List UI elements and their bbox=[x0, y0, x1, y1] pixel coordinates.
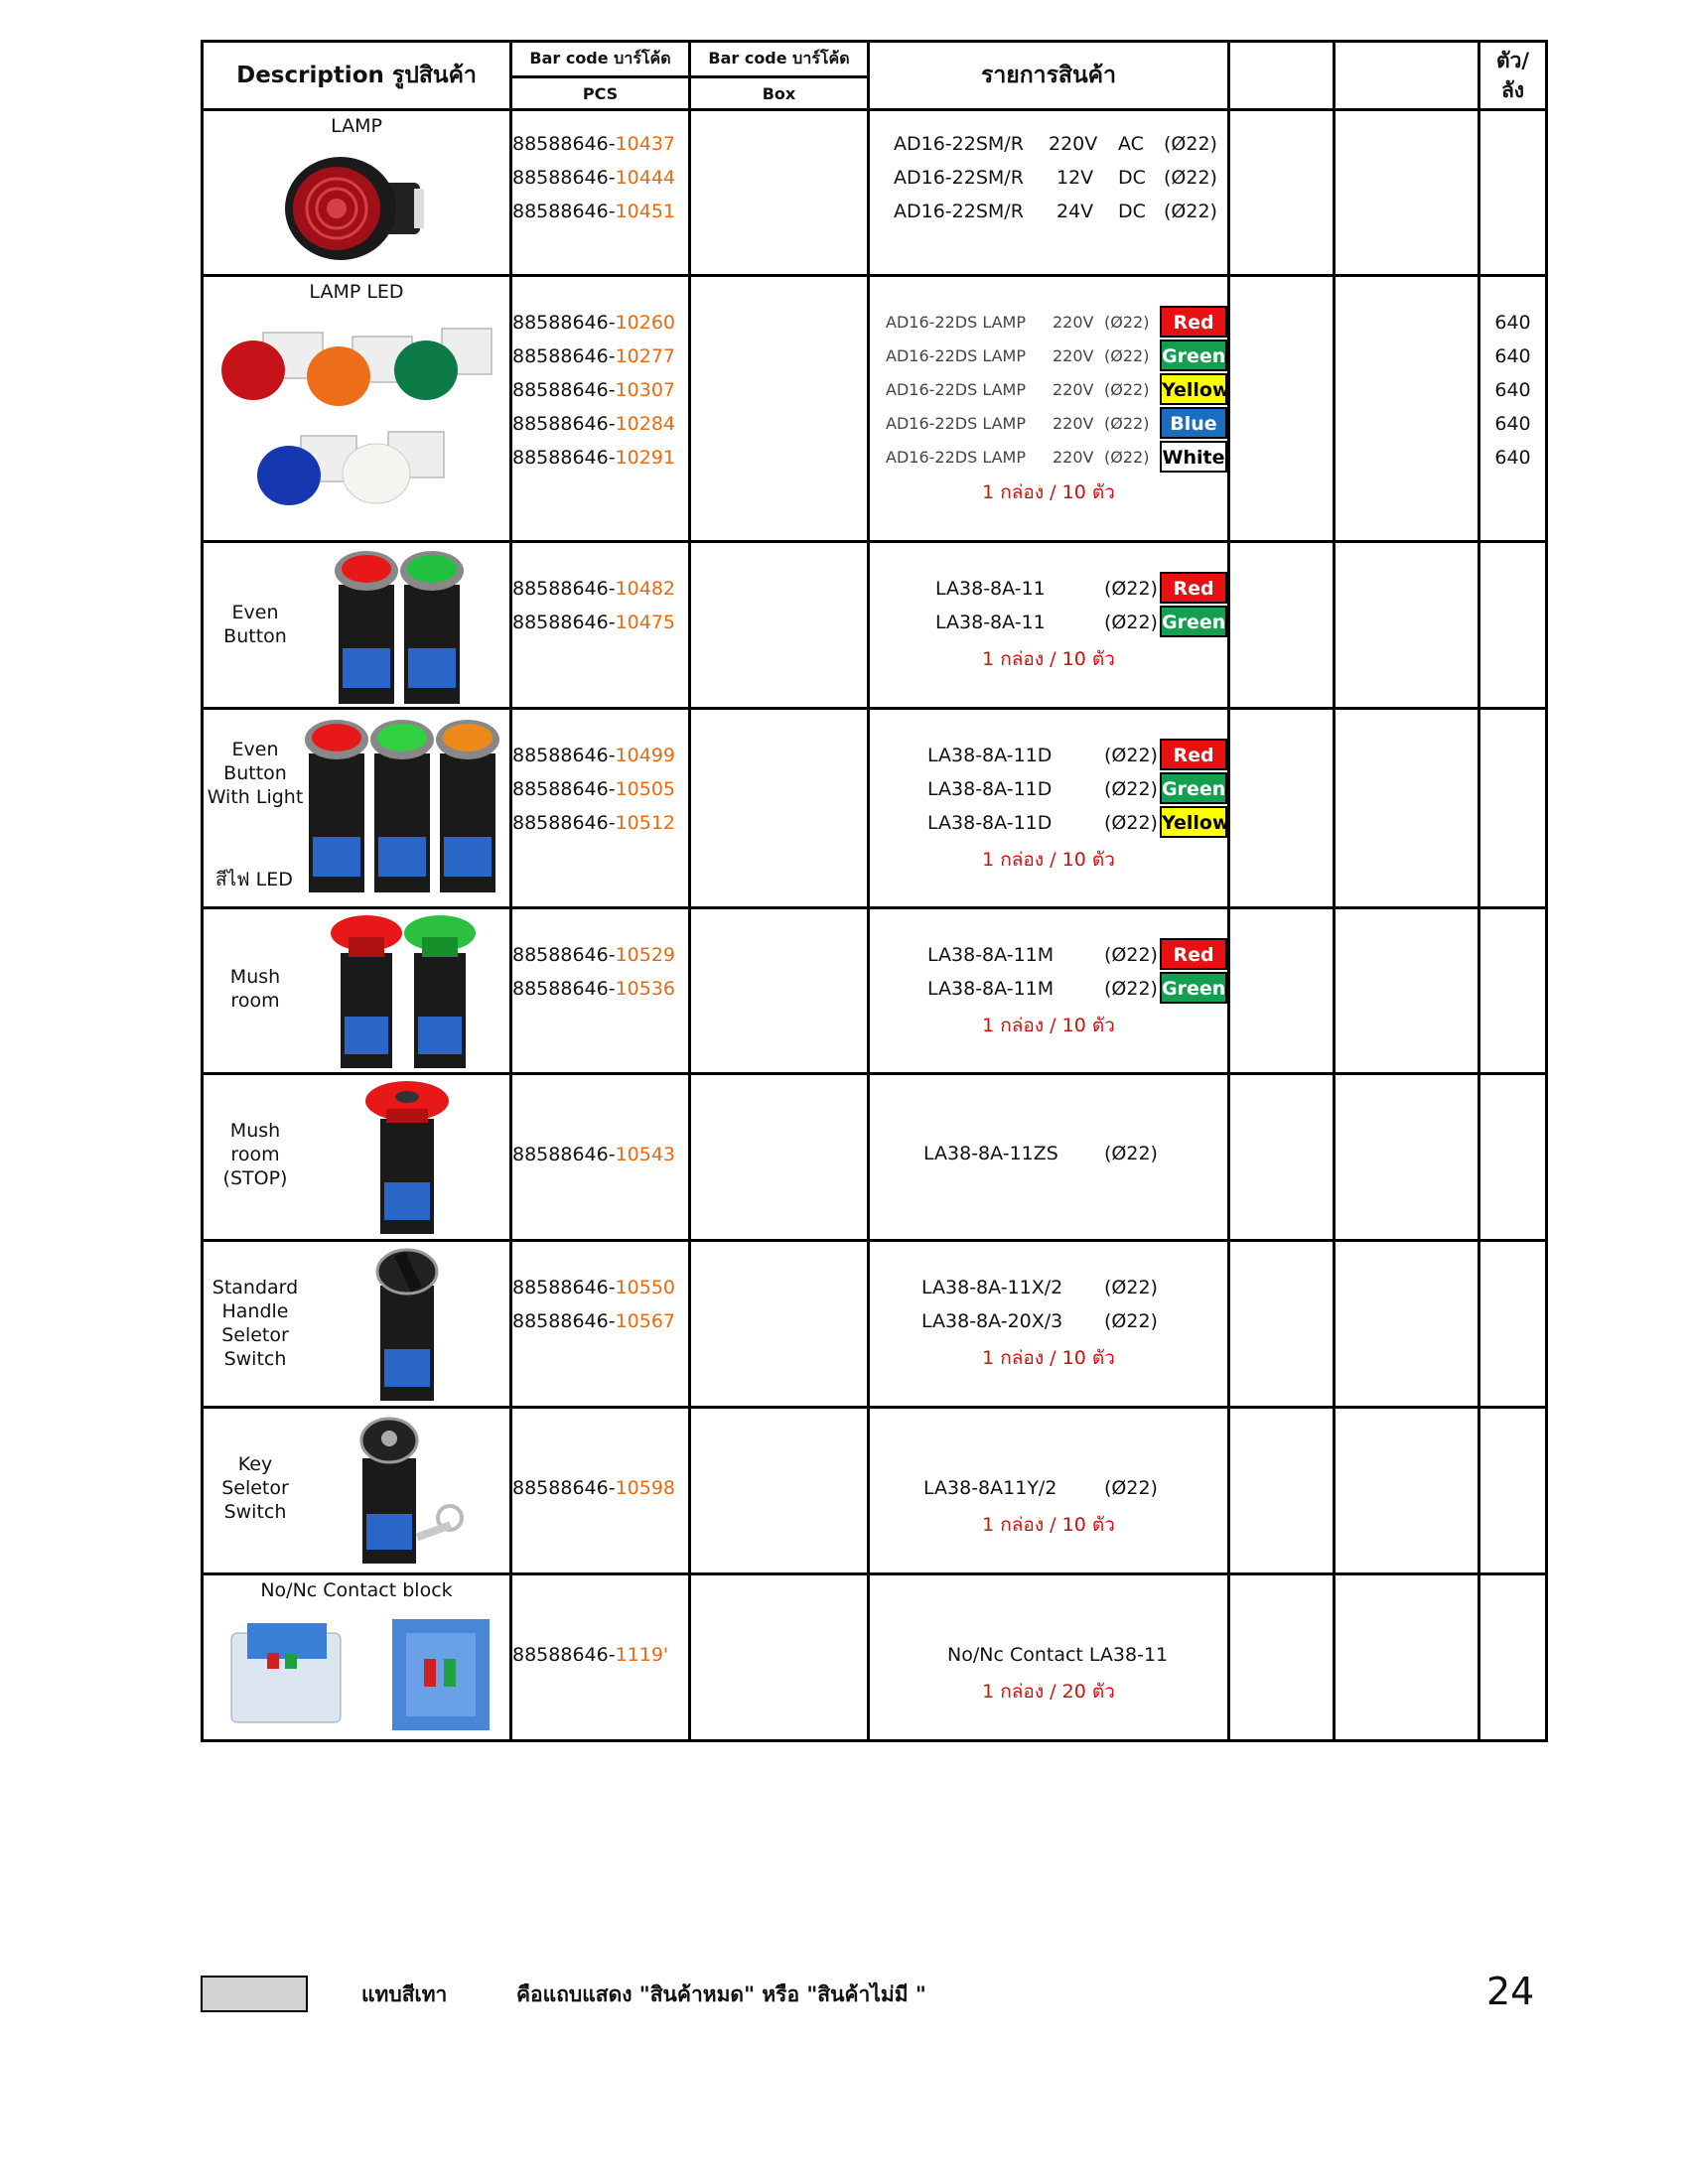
product-row bbox=[203, 908, 1547, 1074]
barcode-line: 88588646-10444 bbox=[512, 167, 676, 189]
pack-note: 1 กล่อง / 10 ตัว bbox=[982, 1514, 1115, 1536]
barcode-line: 88588646-10529 bbox=[512, 944, 676, 966]
box-barcode-cell bbox=[690, 1074, 869, 1241]
unit-value: 640 bbox=[1494, 447, 1531, 469]
barcode-line: 88588646-10482 bbox=[512, 578, 676, 600]
catalog-table bbox=[201, 40, 1548, 1742]
header-blank-1 bbox=[1229, 42, 1335, 110]
product-image-cell bbox=[203, 908, 511, 1074]
contact-block-image bbox=[227, 1613, 495, 1736]
unit-cell bbox=[1479, 709, 1547, 908]
pack-note: 1 กล่อง / 10 ตัว bbox=[982, 481, 1115, 503]
unit-value: 640 bbox=[1494, 379, 1531, 401]
product-image-cell bbox=[203, 1574, 511, 1741]
gray-legend-swatch bbox=[201, 1976, 308, 2012]
product-row bbox=[203, 1241, 1547, 1408]
product-caption: LAMP LED bbox=[309, 281, 404, 303]
key-switch-image bbox=[333, 1415, 482, 1573]
product-caption: Standard Handle Seletor Switch bbox=[211, 1277, 299, 1370]
product-image-cell bbox=[203, 542, 511, 709]
unit-value: 640 bbox=[1494, 345, 1531, 367]
product-caption: Even Button bbox=[223, 602, 287, 647]
color-swatch-red: Red bbox=[1160, 306, 1227, 338]
blank-cell bbox=[1335, 1074, 1479, 1241]
product-row bbox=[203, 1074, 1547, 1241]
header-box: Box bbox=[690, 77, 869, 110]
blank-cell bbox=[1229, 542, 1335, 709]
list-item: LA38-8A-11 (Ø22) Green bbox=[870, 606, 1227, 639]
list-item: LA38-8A-11M (Ø22) Green bbox=[870, 972, 1227, 1006]
pack-note: 1 กล่อง / 10 ตัว bbox=[982, 1347, 1115, 1369]
barcode-line: 88588646-10512 bbox=[512, 812, 676, 834]
list-item: AD16-22DS LAMP 220V (Ø22) White bbox=[870, 441, 1227, 475]
barcode-line: 88588646-10307 bbox=[512, 379, 676, 401]
list-item: AD16-22SM/R 24V DC (Ø22) bbox=[894, 201, 1217, 222]
pcs-barcodes bbox=[511, 110, 690, 276]
product-list-cell bbox=[869, 908, 1229, 1074]
product-caption: Mush room (STOP) bbox=[222, 1120, 288, 1189]
legend-label: แทบสีเทา bbox=[361, 1982, 448, 2006]
pcs-barcodes bbox=[511, 709, 690, 908]
list-item: LA38-8A-11D (Ø22) Yellow bbox=[870, 806, 1227, 840]
lighted-buttons-image bbox=[301, 718, 509, 896]
product-list-cell bbox=[869, 1074, 1229, 1241]
barcode-line: 88588646-10475 bbox=[512, 612, 676, 633]
pcs-barcodes bbox=[511, 542, 690, 709]
barcode-line: 88588646-10598 bbox=[512, 1477, 676, 1499]
blank-cell bbox=[1335, 1408, 1479, 1574]
box-barcode-cell bbox=[690, 542, 869, 709]
unit-cell bbox=[1479, 1408, 1547, 1574]
list-item: LA38-8A11Y/2 (Ø22) bbox=[923, 1477, 1158, 1499]
blank-cell bbox=[1229, 110, 1335, 276]
product-caption: Key Seletor Switch bbox=[221, 1453, 289, 1523]
list-item: LA38-8A-20X/3 (Ø22) bbox=[921, 1310, 1158, 1332]
barcode-line: 88588646-10260 bbox=[512, 312, 676, 334]
product-list-cell bbox=[869, 1241, 1229, 1408]
unit-cell bbox=[1479, 908, 1547, 1074]
header-blank-2 bbox=[1335, 42, 1479, 110]
blank-cell bbox=[1335, 908, 1479, 1074]
pcs-barcodes bbox=[511, 1074, 690, 1241]
list-item: AD16-22DS LAMP 220V (Ø22) Yellow bbox=[870, 373, 1227, 407]
blank-cell bbox=[1335, 110, 1479, 276]
product-row bbox=[203, 709, 1547, 908]
mushroom-buttons-image bbox=[321, 913, 499, 1072]
stop-button-image bbox=[352, 1079, 462, 1238]
box-barcode-cell bbox=[690, 276, 869, 542]
product-row bbox=[203, 1574, 1547, 1741]
header-barcode-box: Bar code บาร์โค้ด bbox=[690, 42, 869, 77]
box-barcode-cell bbox=[690, 709, 869, 908]
blank-cell bbox=[1229, 276, 1335, 542]
unit-cell bbox=[1479, 276, 1547, 542]
product-list-cell bbox=[869, 276, 1229, 542]
legend-meaning: คือแถบแสดง "สินค้าหมด" หรือ "สินค้าไม่มี " bbox=[516, 1982, 926, 2006]
unit-cell bbox=[1479, 110, 1547, 276]
header-units-per-case bbox=[1479, 42, 1547, 110]
pcs-barcodes bbox=[511, 276, 690, 542]
blank-cell bbox=[1229, 1574, 1335, 1741]
unit-cell bbox=[1479, 1074, 1547, 1241]
blank-cell bbox=[1335, 1241, 1479, 1408]
unit-cell bbox=[1479, 1574, 1547, 1741]
pack-note: 1 กล่อง / 10 ตัว bbox=[982, 1015, 1115, 1036]
list-item: LA38-8A-11ZS (Ø22) bbox=[923, 1143, 1158, 1164]
product-caption-led: สีไฟ LED bbox=[215, 869, 293, 890]
pcs-barcodes bbox=[511, 1574, 690, 1741]
product-list-cell bbox=[869, 709, 1229, 908]
box-barcode-cell bbox=[690, 1574, 869, 1741]
list-item: LA38-8A-11M (Ø22) Red bbox=[870, 938, 1227, 972]
barcode-line: 88588646-10536 bbox=[512, 978, 676, 1000]
box-barcode-cell bbox=[690, 110, 869, 276]
pack-note: 1 กล่อง / 10 ตัว bbox=[982, 648, 1115, 670]
product-image-cell bbox=[203, 110, 511, 276]
product-list-cell bbox=[869, 110, 1229, 276]
product-caption: Mush room bbox=[229, 966, 281, 1012]
blank-cell bbox=[1335, 1574, 1479, 1741]
list-item: AD16-22DS LAMP 220V (Ø22) Red bbox=[870, 306, 1227, 340]
product-row bbox=[203, 542, 1547, 709]
product-image-cell bbox=[203, 276, 511, 542]
barcode-line: 88588646-10291 bbox=[512, 447, 676, 469]
box-barcode-cell bbox=[690, 1408, 869, 1574]
list-item: AD16-22DS LAMP 220V (Ø22) Green bbox=[870, 340, 1227, 373]
barcode-line: 88588646-10543 bbox=[512, 1144, 676, 1165]
list-item: AD16-22DS LAMP 220V (Ø22) Blue bbox=[870, 407, 1227, 441]
barcode-line: 88588646-1119' bbox=[512, 1644, 669, 1666]
list-item: LA38-8A-11D (Ø22) Green bbox=[870, 772, 1227, 806]
pcs-barcodes bbox=[511, 1241, 690, 1408]
blank-cell bbox=[1335, 709, 1479, 908]
box-barcode-cell bbox=[690, 1241, 869, 1408]
color-swatch-blue: Blue bbox=[1160, 407, 1227, 439]
box-barcode-cell bbox=[690, 908, 869, 1074]
barcode-line: 88588646-10284 bbox=[512, 413, 676, 435]
header-pcs: PCS bbox=[511, 77, 690, 110]
blank-cell bbox=[1229, 908, 1335, 1074]
color-swatch-green: Green bbox=[1160, 606, 1227, 637]
blank-cell bbox=[1229, 1241, 1335, 1408]
list-item: LA38-8A-11 (Ø22) Red bbox=[870, 572, 1227, 606]
selector-switch-image bbox=[352, 1246, 462, 1405]
unit-cell bbox=[1479, 1241, 1547, 1408]
product-image-cell bbox=[203, 709, 511, 908]
product-list-cell bbox=[869, 1574, 1229, 1741]
header-description: Description รูปสินค้า bbox=[203, 42, 511, 110]
product-row bbox=[203, 1408, 1547, 1574]
header-product-list: รายการสินค้า bbox=[869, 42, 1229, 110]
color-swatch-red: Red bbox=[1160, 739, 1227, 770]
barcode-line: 88588646-10550 bbox=[512, 1277, 676, 1298]
product-image-cell bbox=[203, 1074, 511, 1241]
push-buttons-image bbox=[327, 549, 505, 708]
header-barcode-pcs: Bar code บาร์โค้ด bbox=[511, 42, 690, 77]
product-image-cell bbox=[203, 1241, 511, 1408]
header-unit-text: ตัว/ ลัง bbox=[1495, 49, 1530, 102]
product-image-cell bbox=[203, 1408, 511, 1574]
color-swatch-yellow: Yellow bbox=[1160, 373, 1227, 405]
color-swatch-red: Red bbox=[1160, 938, 1227, 970]
color-swatch-green: Green bbox=[1160, 340, 1227, 371]
pack-note: 1 กล่อง / 10 ตัว bbox=[982, 849, 1115, 871]
barcode-line: 88588646-10277 bbox=[512, 345, 676, 367]
blank-cell bbox=[1335, 276, 1479, 542]
color-swatch-green: Green bbox=[1160, 772, 1227, 804]
barcode-line: 88588646-10505 bbox=[512, 778, 676, 800]
barcode-line: 88588646-10567 bbox=[512, 1310, 676, 1332]
pcs-barcodes bbox=[511, 908, 690, 1074]
list-item: No/Nc Contact LA38-11 bbox=[947, 1644, 1169, 1666]
list-item: AD16-22SM/R 12V DC (Ø22) bbox=[894, 167, 1217, 189]
barcode-line: 88588646-10499 bbox=[512, 745, 676, 766]
blank-cell bbox=[1335, 542, 1479, 709]
unit-value: 640 bbox=[1494, 312, 1531, 334]
product-caption: No/Nc Contact block bbox=[260, 1579, 453, 1601]
list-item: LA38-8A-11X/2 (Ø22) bbox=[921, 1277, 1158, 1298]
barcode-line: 88588646-10451 bbox=[512, 201, 676, 222]
product-list-cell bbox=[869, 1408, 1229, 1574]
page-number: 24 bbox=[1486, 1970, 1535, 2013]
blank-cell bbox=[1229, 709, 1335, 908]
product-row bbox=[203, 276, 1547, 542]
color-swatch-red: Red bbox=[1160, 572, 1227, 604]
product-caption: Even Button With Light bbox=[207, 739, 304, 808]
list-item: LA38-8A-11D (Ø22) Red bbox=[870, 739, 1227, 772]
color-swatch-green: Green bbox=[1160, 972, 1227, 1004]
product-list-cell bbox=[869, 542, 1229, 709]
unit-value: 640 bbox=[1494, 413, 1531, 435]
blank-cell bbox=[1229, 1074, 1335, 1241]
color-swatch-yellow: Yellow bbox=[1160, 806, 1227, 838]
blank-cell bbox=[1229, 1408, 1335, 1574]
color-swatch-white: White bbox=[1160, 441, 1227, 473]
led-lamps-image bbox=[213, 313, 501, 531]
pack-note: 1 กล่อง / 20 ตัว bbox=[982, 1681, 1115, 1703]
barcode-line: 88588646-10437 bbox=[512, 133, 676, 155]
unit-cell bbox=[1479, 542, 1547, 709]
product-row bbox=[203, 110, 1547, 276]
buzzer-lamp-image bbox=[279, 149, 438, 268]
pcs-barcodes bbox=[511, 1408, 690, 1574]
list-item: AD16-22SM/R 220V AC (Ø22) bbox=[894, 133, 1217, 155]
product-caption: LAMP bbox=[331, 115, 382, 137]
